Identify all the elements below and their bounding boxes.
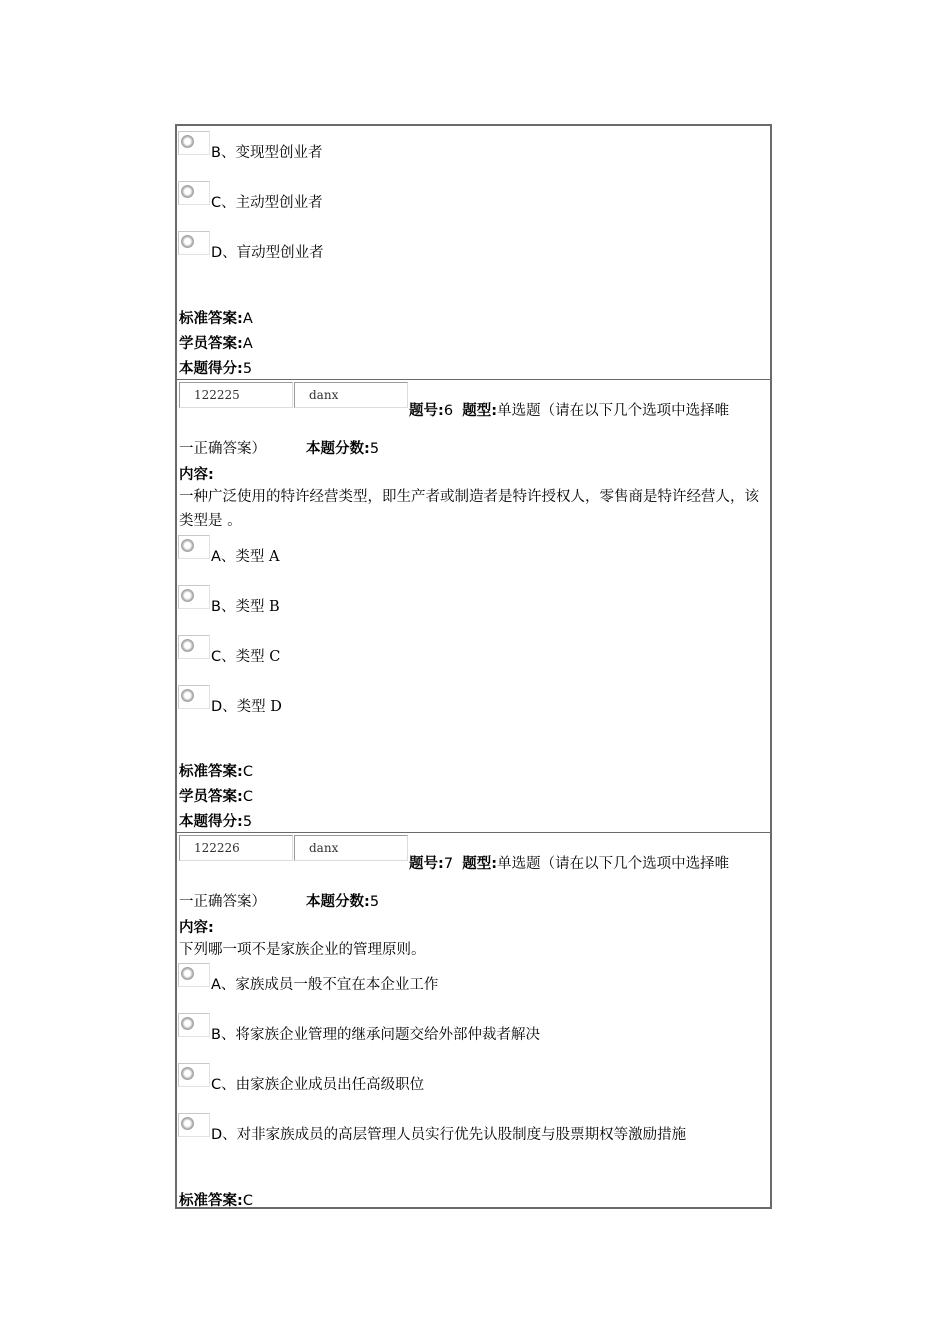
radio-button[interactable]	[178, 181, 210, 205]
question-type-code-field: danx	[294, 382, 408, 408]
question-type-code-field: danx	[294, 835, 408, 861]
question-6: 122225 danx 题号:6 题型:单选题（请在以下几个选项中选择唯 一正确答案） 本题分数:5 内容: 一种广泛使用的特许经营类型，即生产者或制造者是特许授权人，零售商是特许经营人，该类型是 。 A、类型 A B、类型 B C、类型 C D、类型 D 标准答案:C 学员答案:C 本题得分:5	[177, 379, 770, 832]
question-id-field: 122225	[179, 382, 293, 408]
standard-answer: 标准答案:A	[179, 311, 253, 327]
student-answer: 学员答案:A	[179, 336, 253, 352]
content-label: 内容:	[179, 467, 214, 483]
question-header-cont: 一正确答案） 本题分数:5	[179, 441, 380, 457]
radio-button[interactable]	[178, 1013, 210, 1037]
radio-button[interactable]	[178, 963, 210, 987]
question-5-tail: B、变现型创业者 C、主动型创业者 D、盲动型创业者 标准答案:A 学员答案:A 本题得分:5	[177, 126, 770, 379]
question-content: 一种广泛使用的特许经营类型，即生产者或制造者是特许授权人，零售商是特许经营人，该类型是 。	[179, 489, 759, 529]
radio-button[interactable]	[178, 231, 210, 255]
question-7: 122226 danx 题号:7 题型:单选题（请在以下几个选项中选择唯 一正确答案） 本题分数:5 内容: 下列哪一项不是家族企业的管理原则。 A、家族成员一般不宜在本企业工作 B、将家族企业管理的继承问题交给外部仲裁者解决 C、由家族企业成员出任高级职位 D、对非家族成员的高层管理人员实行优先认股制度与股票期权等激励措施 标准答案:C	[177, 832, 770, 1207]
question-content: 下列哪一项不是家族企业的管理原则。	[179, 942, 426, 958]
student-answer: 学员答案:C	[179, 789, 253, 805]
question-score: 本题得分:5	[179, 361, 253, 377]
radio-button[interactable]	[178, 1113, 210, 1137]
question-score: 本题得分:5	[179, 814, 253, 830]
content-label: 内容:	[179, 920, 214, 936]
radio-button[interactable]	[178, 585, 210, 609]
question-header: 题号:7 题型:单选题（请在以下几个选项中选择唯	[409, 856, 730, 872]
exam-frame	[175, 124, 772, 1209]
standard-answer: 标准答案:C	[179, 764, 253, 780]
radio-button[interactable]	[178, 535, 210, 559]
radio-button[interactable]	[178, 685, 210, 709]
radio-button[interactable]	[178, 131, 210, 155]
radio-button[interactable]	[178, 635, 210, 659]
radio-button[interactable]	[178, 1063, 210, 1087]
question-id-field: 122226	[179, 835, 293, 861]
standard-answer: 标准答案:C	[179, 1193, 253, 1209]
question-header-cont: 一正确答案） 本题分数:5	[179, 894, 380, 910]
question-header: 题号:6 题型:单选题（请在以下几个选项中选择唯	[409, 403, 730, 419]
